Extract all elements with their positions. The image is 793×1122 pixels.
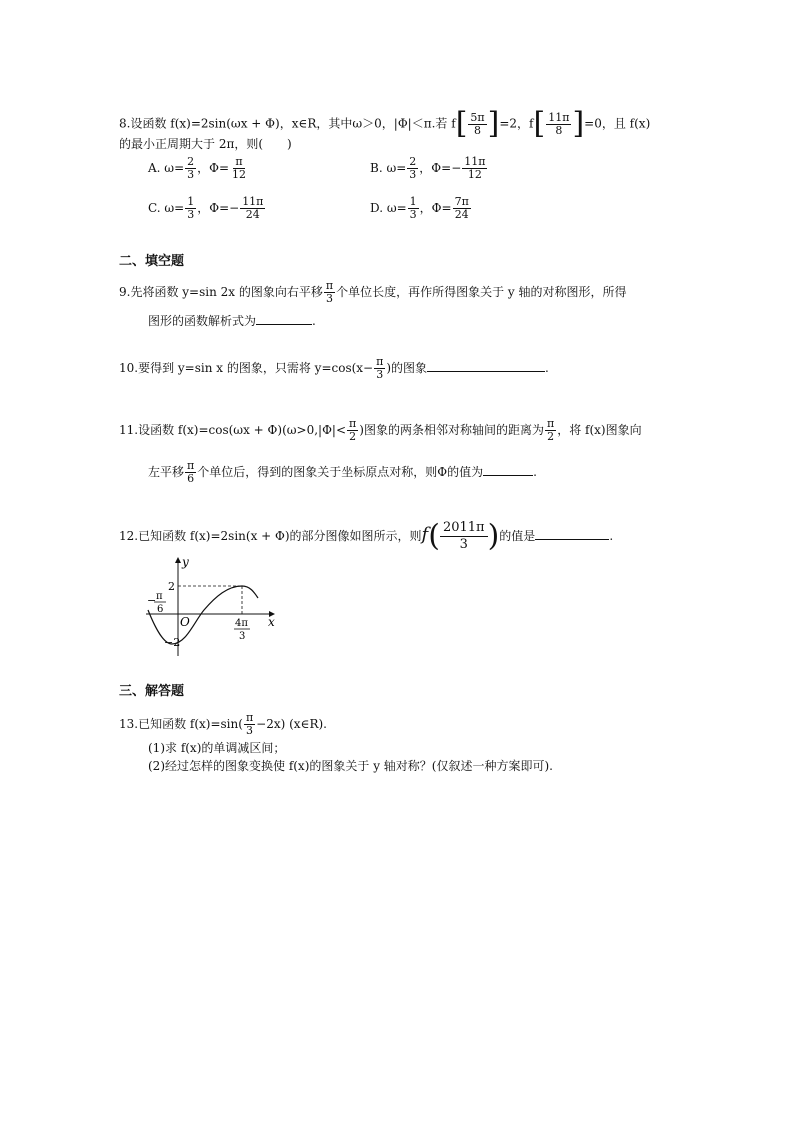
q8-f2-arg: [ $\frac{11\pi}{8}$ ] <box>533 106 585 141</box>
q8-option-a: A. ω= $\frac{2}{3}$ ，Φ= $\frac{\pi}{12}$ <box>148 155 247 181</box>
q9-line2: 图形的函数解析式为 . <box>148 314 316 328</box>
q11-line1: 11.设函数 f(x)=cos(ωx + Φ)(ω>0,|Φ|< $\frac{\pi}{2}$ )图象的两条相邻对称轴间的距离为 $\frac{\pi}{2}$ ，将 f(x)图象向 <box>119 417 642 443</box>
q8-f2-den: 8 <box>555 123 563 137</box>
q9-line1: 9.先将函数 y=sin 2x 的图象向右平移 $\frac{\pi}{3}$ 个单位长度，再作所得图象关于 y 轴的对称图形，所得 <box>119 279 627 305</box>
q8-text-b: =2，f <box>499 116 534 131</box>
q12-sine-graph <box>142 552 282 662</box>
section-title-fill-in: 二、填空题 <box>119 254 185 269</box>
q8-option-c: C. ω= $\frac{1}{3}$ ，Φ=− $\frac{11\pi}{24}$ <box>148 195 264 221</box>
q11-line2: 左平移 $\frac{\pi}{6}$ 个单位后，得到的图象关于坐标原点对称，则Φ的值为 . <box>148 459 537 485</box>
q9-answer-blank[interactable] <box>256 312 312 325</box>
q8-text-c: =0，且 f(x) <box>584 116 651 131</box>
y-axis-label: y <box>182 555 189 569</box>
q8-f1-arg: [ $\frac{5\pi}{8}$ ] <box>455 106 500 141</box>
q8-f1-num: 5π <box>470 110 485 124</box>
q12-line: 12.已知函数 f(x)=2sin(x + Φ)的部分图像如图所示，则f( $\frac{2011\pi}{3}$ )的值是 . <box>119 518 614 554</box>
q8-line1 <box>119 106 651 141</box>
x-axis-label: x <box>268 615 275 629</box>
tick-label-2: 2 <box>168 580 175 593</box>
tick-label-right-den: 3 <box>239 631 246 642</box>
q11-answer-blank[interactable] <box>483 463 533 476</box>
q10-line: 10.要得到 y=sin x 的图象，只需将 y=cos(x− $\frac{\pi}{3}$ )的图象 . <box>119 355 549 381</box>
q13-line1: 13.已知函数 f(x)=sin( $\frac{\pi}{3}$ −2x) (x∈R). <box>119 711 327 737</box>
tick-label-left-den: 6 <box>157 604 164 615</box>
q8-option-d: D. ω= $\frac{1}{3}$ ，Φ= $\frac{7\pi}{24}$ <box>370 195 469 221</box>
q12-answer-blank[interactable] <box>535 527 609 540</box>
tick-label-left-num: π <box>156 591 163 602</box>
section-title-solutions: 三、解答题 <box>119 684 185 699</box>
q8-option-b: B. ω= $\frac{2}{3}$ ，Φ=− $\frac{11\pi}{12}$ <box>370 155 486 181</box>
q8-line2: 的最小正周期大于 2π，则( ) <box>119 137 292 151</box>
q13-part1: (1)求 f(x)的单调减区间； <box>148 741 286 755</box>
origin-label: O <box>180 615 190 629</box>
q8-f2-num: 11π <box>548 110 570 124</box>
svg-text:−: − <box>147 594 157 607</box>
q13-part2: (2)经过怎样的图象变换使 f(x)的图象关于 y 轴对称？(仅叙述一种方案即可). <box>148 759 553 773</box>
q8-text-a: 8.设函数 f(x)=2sin(ωx + Φ)，x∈R，其中ω＞0，|Φ|＜π.若 f <box>119 116 456 131</box>
q12-f-symbol: f <box>421 524 429 545</box>
q8-f1-den: 8 <box>474 123 482 137</box>
tick-label-right-num: 4π <box>235 618 248 629</box>
tick-label-minus2: −2 <box>164 636 181 649</box>
q10-answer-blank[interactable] <box>427 359 545 372</box>
